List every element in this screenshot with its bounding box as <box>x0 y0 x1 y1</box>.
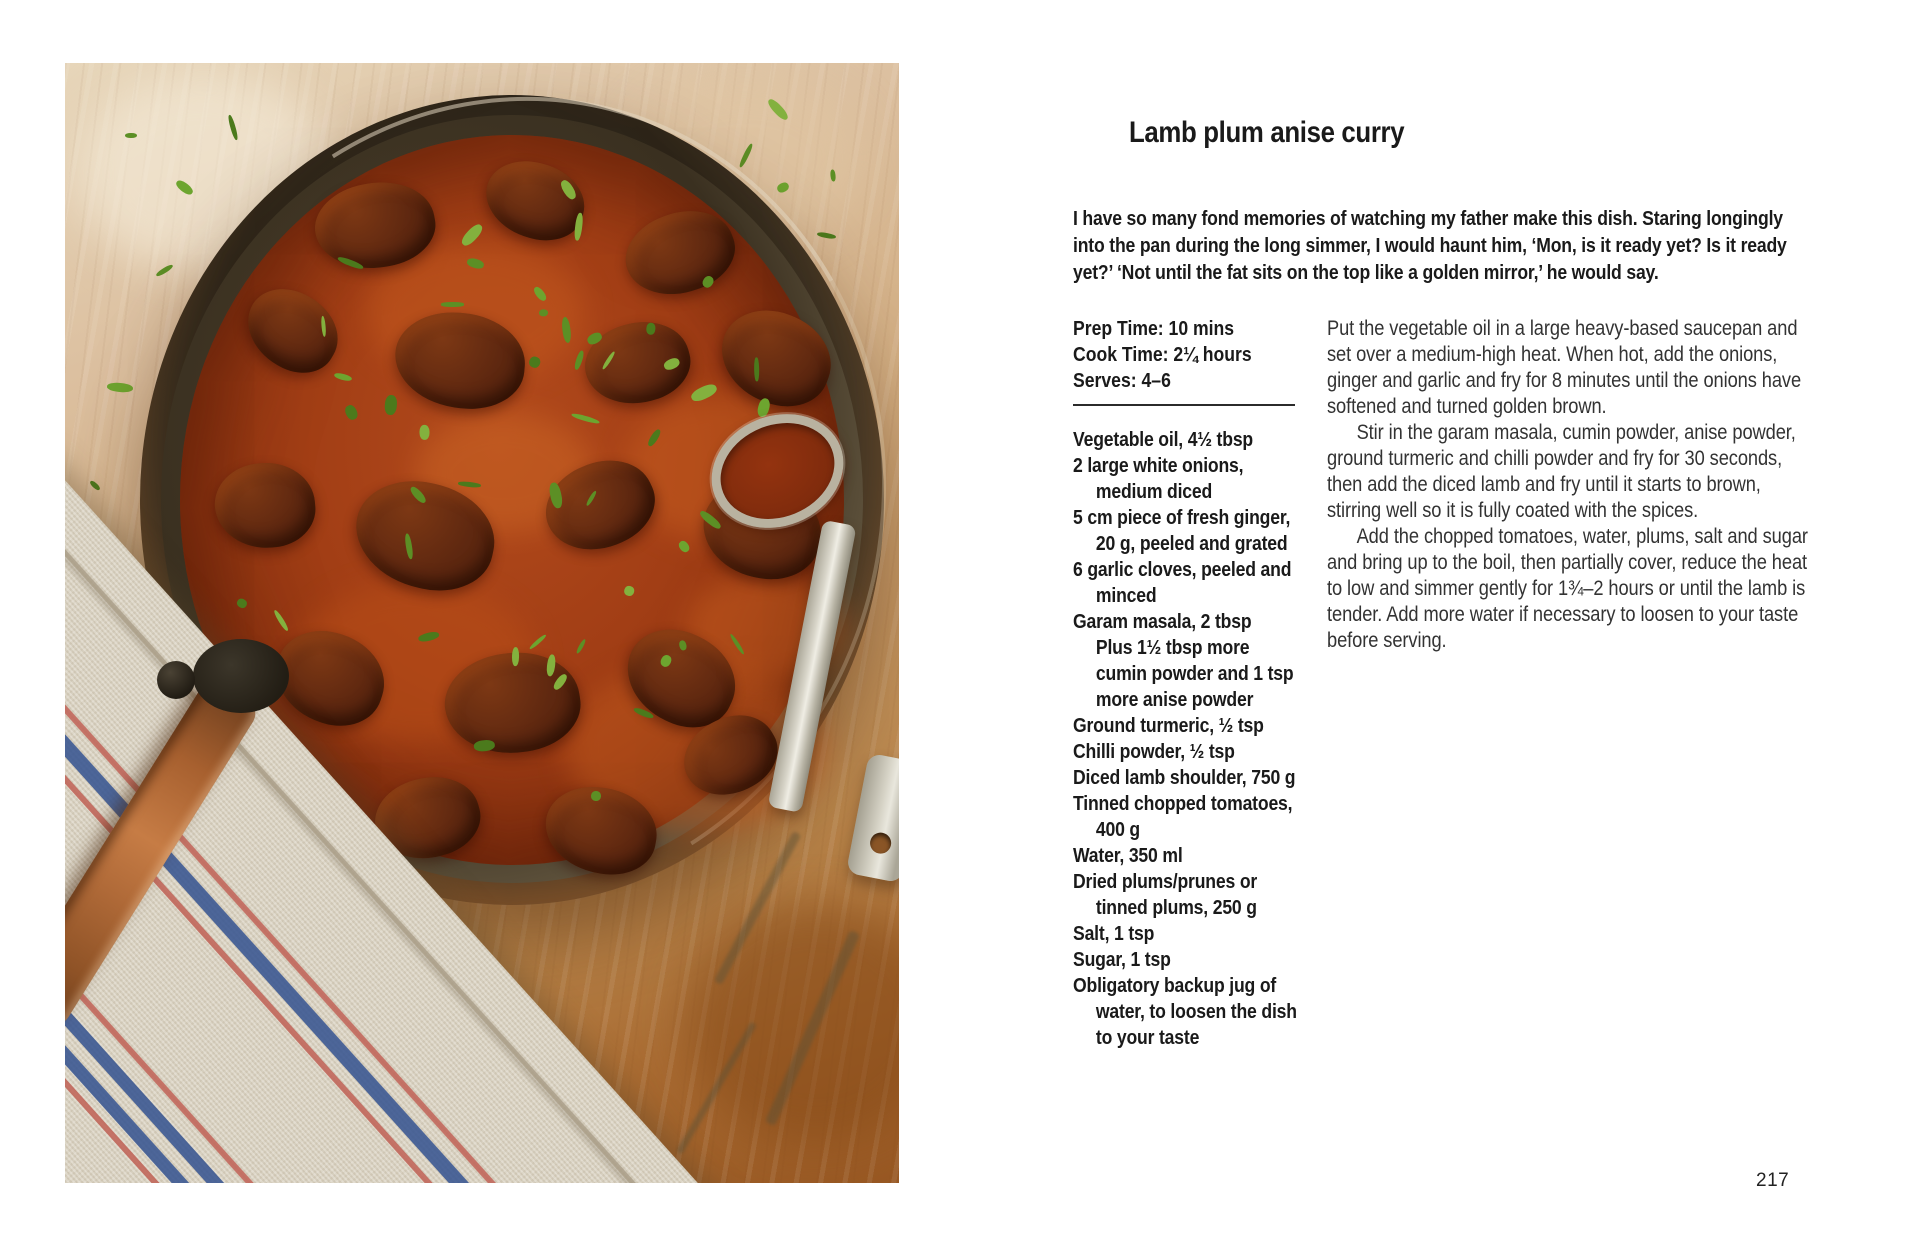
herb-fleck <box>539 308 548 316</box>
recipe-title: Lamb plum anise curry <box>1129 116 1405 150</box>
ingredient-line: Tinned chopped tomatoes, 400 g <box>1073 793 1293 841</box>
ingredient-line: 6 garlic cloves, peeled and minced <box>1073 559 1292 607</box>
ingredient-line: Obligatory backup jug of water, to loosen the dish to your taste <box>1073 975 1297 1049</box>
ingredient-line: Water, 350 ml <box>1073 845 1183 867</box>
meta-line: Serves: 4–6 <box>1073 370 1171 392</box>
recipe-photo <box>65 63 899 1183</box>
ingredient-line: Salt, 1 tsp <box>1073 923 1155 945</box>
ingredient-line: Plus 1½ tbsp more cumin powder and 1 tsp more anise powder <box>1095 637 1294 711</box>
ingredient-line: Ground turmeric, ½ tsp <box>1073 715 1264 737</box>
meta-line: Prep Time: 10 mins <box>1073 318 1235 340</box>
ingredient-line: Vegetable oil, 4½ tbsp <box>1073 429 1254 451</box>
method-paragraph: Stir in the garam masala, cumin powder, anise powder, ground turmeric and chilli powder and fry for 30 seconds, then add the diced lamb and fry until it starts to brown, stirring well so it is fully coated with the spices. <box>1327 421 1796 522</box>
ingredient-line: 2 large white onions, medium diced <box>1073 455 1244 503</box>
recipe-intro: I have so many fond memories of watching my father make this dish. Staring longingly into the pan during the long simmer, I would haunt him, ‘Mon, is it ready yet? Is it ready yet?’ ‘Not until the fat sits on the top like a golden mirror,’ he would say. <box>1073 208 1787 284</box>
herb-fleck <box>125 133 137 138</box>
ingredient-line: Diced lamb shoulder, 750 g <box>1073 767 1296 789</box>
method-paragraph: Put the vegetable oil in a large heavy-based saucepan and set over a medium-high heat. When hot, add the onions, ginger and garlic and fry for 8 minutes until the onions have softened and turned golden brown. <box>1327 317 1802 418</box>
ingredient-line: Chilli powder, ½ tsp <box>1073 741 1235 763</box>
method-text <box>1327 316 1814 654</box>
page-number: 217 <box>1756 1170 1790 1191</box>
herb-fleck <box>512 647 519 666</box>
spoon-hanging-hole <box>868 831 893 856</box>
pan-handle-bracket <box>193 639 289 713</box>
method-paragraph: Add the chopped tomatoes, water, plums, salt and sugar and bring up to the boil, then partially cover, reduce the heat to low and simmer gently for 1¾–2 hours or until the lamb is tender. Add more water if necessary to loosen to your taste before serving. <box>1327 525 1808 652</box>
ingredient-line: 5 cm piece of fresh ginger, 20 g, peeled and grated <box>1073 507 1291 555</box>
recipe-meta <box>1073 316 1252 394</box>
ingredient-line: Sugar, 1 tsp <box>1073 949 1171 971</box>
ingredient-line: Garam masala, 2 tbsp <box>1073 611 1252 633</box>
herb-fleck <box>646 322 656 334</box>
meta-line: Cook Time: 2¼ hours <box>1073 344 1252 366</box>
ingredients-list <box>1073 427 1304 1051</box>
ingredients-divider <box>1073 404 1295 406</box>
herb-fleck <box>419 425 430 440</box>
pan-rivet-knob <box>157 661 195 699</box>
ingredient-line: Dried plums/prunes or tinned plums, 250 g <box>1073 871 1258 919</box>
